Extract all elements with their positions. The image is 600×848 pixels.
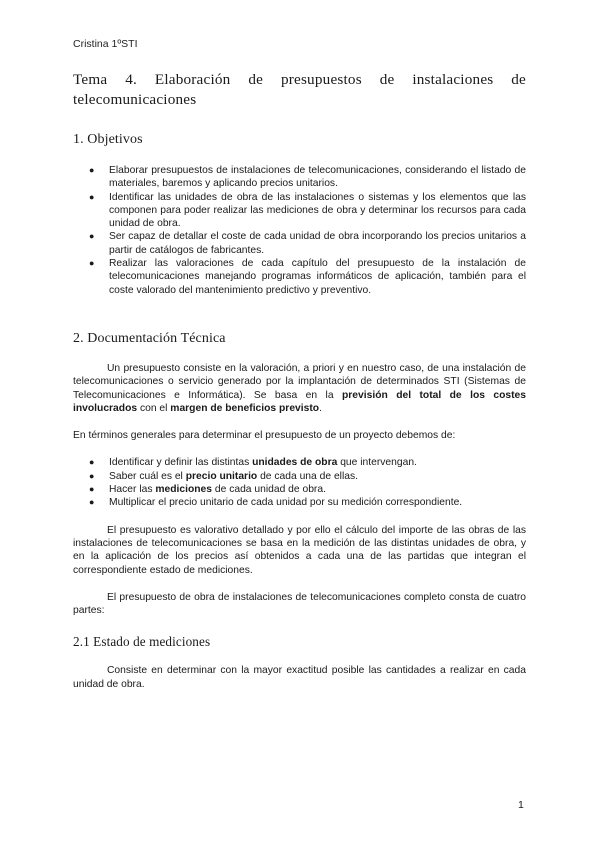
bullet-icon: ● bbox=[89, 231, 95, 242]
bullet-icon: ● bbox=[89, 497, 95, 508]
list-item: ● Ser capaz de detallar el coste de cada unidad de obra incorporando los precios unitarios a partir de catálogos de fabricantes. bbox=[89, 231, 526, 256]
page-number: 1 bbox=[518, 799, 524, 811]
subsection-heading-mediciones: 2.1 Estado de mediciones bbox=[73, 634, 211, 650]
section-heading-documentacion: 2. Documentación Técnica bbox=[73, 330, 226, 346]
list-item: ● Hacer las mediciones de cada unidad de obra. bbox=[89, 484, 326, 496]
list-item: ● Identificar y definir las distintas unidades de obra que intervengan. bbox=[89, 457, 417, 469]
paragraph-partes: El presupuesto de obra de instalaciones de telecomunicaciones completo consta de cuatro partes: bbox=[73, 591, 526, 617]
bullet-icon: ● bbox=[89, 484, 95, 495]
paragraph-mediciones: Consiste en determinar con la mayor exactitud posible las cantidades a realizar en cada unidad de obra. bbox=[73, 665, 526, 690]
list-item: ● Realizar las valoraciones de cada capítulo del presupuesto de la instalación de telecomunicaciones manejando programas informáticos de aplicación, también para el coste valorado del mantenimiento predictivo y preventivo. bbox=[89, 258, 526, 296]
bullet-icon: ● bbox=[89, 258, 95, 269]
objectives-list bbox=[73, 164, 526, 297]
document-title: Tema 4. Elaboración de presupuestos de instalaciones de telecomunicaciones bbox=[73, 71, 526, 108]
paragraph-valorativo: El presupuesto es valorativo detallado y por ello el cálculo del importe de las obras de las instalaciones de telecomunicaciones se basa en la medición de las distintas unidades de obra, y en la aplicación de los precios así obtenidos a cada una de las partidas que integran el correspondiente estado de mediciones. bbox=[73, 524, 526, 576]
list-item: ● Elaborar presupuestos de instalaciones de telecomunicaciones, considerando el listado de materiales, baremos y aplicando precios unitarios. bbox=[89, 165, 526, 190]
paragraph-steps-intro: En términos generales para determinar el presupuesto de un proyecto debemos de: bbox=[73, 430, 456, 442]
bullet-icon: ● bbox=[89, 470, 95, 481]
page-header-author: Cristina 1ºSTI bbox=[73, 38, 138, 50]
paragraph-intro: Un presupuesto consiste en la valoración, a priori y en nuestro caso, de una instalación de telecomunicaciones o servicio generado por la implantación de determinados STI (Sistemas de Telecomunicaciones e Informática). Se basa en la previsión del total de los costes involucrados con el margen de beneficios previsto. bbox=[73, 362, 526, 414]
list-item: ● Multiplicar el precio unitario de cada unidad por su medición correspondiente. bbox=[89, 497, 463, 509]
list-item: ● Identificar las unidades de obra de las instalaciones o sistemas y los elementos que las componen para poder realizar las mediciones de obra y determinar los recursos para cada unidad de obra. bbox=[89, 191, 526, 230]
list-item: ● Saber cuál es el precio unitario de cada una de ellas. bbox=[89, 470, 358, 482]
bullet-icon: ● bbox=[89, 191, 95, 202]
bullet-icon: ● bbox=[89, 165, 95, 175]
steps-list bbox=[73, 456, 526, 509]
bullet-icon: ● bbox=[89, 457, 95, 468]
page-content bbox=[73, 70, 526, 691]
section-heading-objetivos: 1. Objetivos bbox=[73, 132, 143, 147]
